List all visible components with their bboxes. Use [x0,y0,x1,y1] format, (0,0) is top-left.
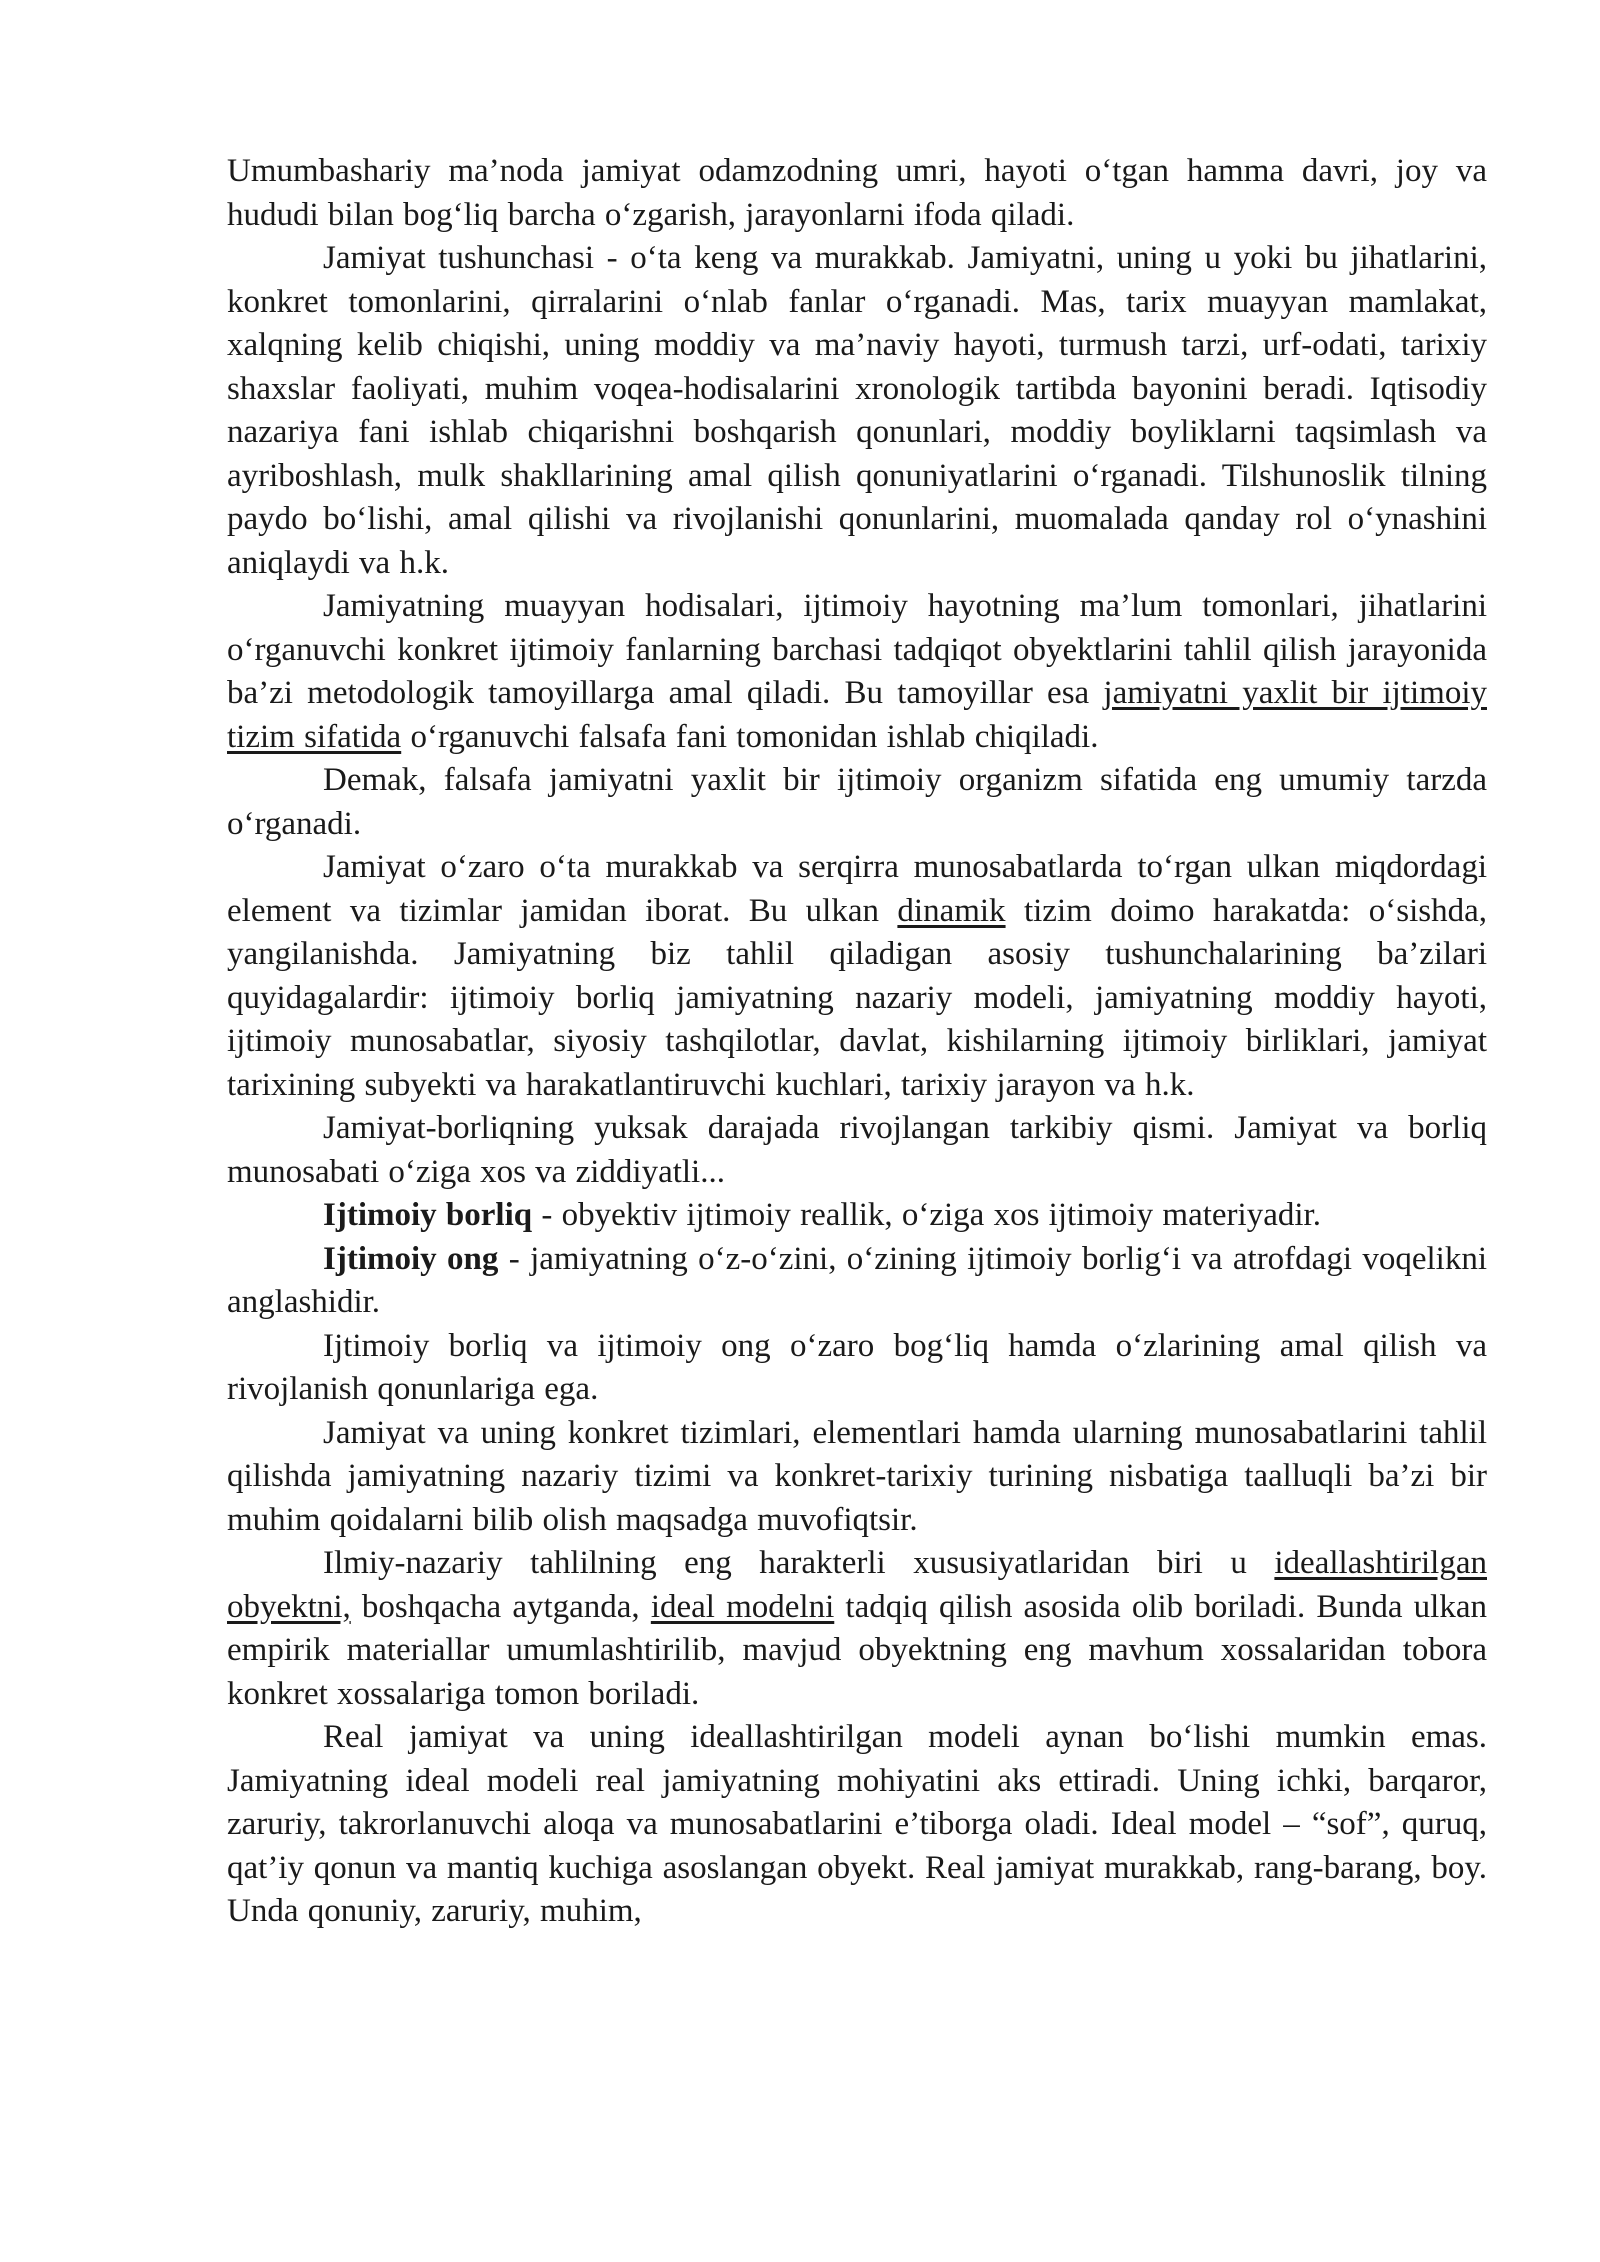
paragraph-society-concept: Jamiyat tushunchasi - o‘ta keng va murakkab. Jamiyatni, uning u yoki bu jihatlarini, konkret tomonlarini, qirralarini o‘nlab fanlar o‘rganadi. Mas, tarix muayyan mamlakat, xalqning kelib chiqishi, uning moddiy va ma’naviy hayoti, turmush tarzi, urf-odati, tarixiy shaxslar faoliyati, muhim voqea-hodisalarini xronologik tartibda bayonini beradi. Iqtisodiy nazariya fani ishlab chiqarishni boshqarish qonunlari, moddiy boyliklarni taqsimlash va ayriboshlash, mulk shakllarining amal qilish qonuniyatlarini o‘rganadi. Tilshunoslik tilning paydo bo‘lishi, amal qilishi va rivojlanishi qonunlarini, muomalada qanday rol o‘ynashini aniqlaydi va h.k. [227,240,1487,581]
definition-social-being [227,1194,1487,1238]
paragraph-ideal-object [227,1542,1487,1716]
definition-term: Ijtimoiy ong [323,1240,499,1277]
definition-term: Ijtimoiy borliq [323,1197,533,1233]
paragraph-methodology [227,585,1487,759]
underlined-phrase: ideal modelni [650,1588,835,1625]
paragraph-text: Jamiyatning muayyan hodisalari, ijtimoiy hayotning ma’lum tomonlari, jihatlarini o‘rganuvchi konkret ijtimoiy fanlarning barchasi tadqiqot obyektlarini tahlil qilish jarayonida ba’zi metodologik tamoyillarga amal qiladi. Bu tamoyillar esa [227,588,1487,711]
definition-social-consciousness [227,1238,1487,1325]
paragraph-society-being: Jamiyat-borliqning yuksak darajada rivojlangan tarkibiy qismi. Jamiyat va borliq munosabati o‘ziga xos va ziddiyatli... [227,1110,1487,1190]
paragraph-text: Ilmiy-nazariy tahlilning eng harakterli xususiyatlaridan biri u [323,1545,1275,1581]
underlined-word: obyektni, [227,1588,351,1625]
underlined-word: dinamik [897,892,1006,929]
paragraph-text: boshqacha aytganda, [350,1588,651,1625]
paragraph-being-consciousness: Ijtimoiy borliq va ijtimoiy ong o‘zaro bog‘liq hamda o‘zlarining amal qilish va rivojlanish qonunlariga ega. [227,1327,1487,1407]
paragraph-text: tizim doimo harakatda: o‘sishda, yangilanishda. Jamiyatning biz tahlil qiladigan asosiy tushunchalarining ba’zilari quyidagalardir: ijtimoiy borliq jamiyatning nazariy modeli, jamiyatning moddiy hayoti, ijtimoiy munosabatlar, siyosiy tashqilotlar, davlat, kishilarning ijtimoiy birliklari, jamiyat tarixining subyekti va harakatlantiruvchi kuchlari, tarixiy jarayon va h.k. [227,892,1487,1103]
paragraph-dynamic-system [227,846,1487,1107]
paragraph-text: tadqiq qilish asosida olib boriladi. Bunda ulkan empirik materiallar umumlashtirilib, mavjud obyektning eng mavhum xossalaridan tobora konkret xossalariga tomon boriladi. [227,1588,1487,1712]
definition-text: - obyektiv ijtimoiy reallik, o‘ziga xos ijtimoiy materiyadir. [532,1197,1321,1233]
paragraph-text: o‘rganuvchi falsafa fani tomonidan ishlab chiqiladi. [401,718,1099,755]
paragraph-intro: Umumbashariy ma’noda jamiyat odamzodning umri, hayoti o‘tgan hamma davri, joy va hududi bilan bog‘liq barcha o‘zgarish, jarayonlarni ifoda qiladi. [227,153,1487,233]
document-page [227,150,1487,1934]
underlined-word: ideallashtirilgan [1274,1545,1487,1581]
paragraph-analysis: Jamiyat va uning konkret tizimlari, elementlari hamda ularning munosabatlarini tahlil qilishda jamiyatning nazariy tizimi va konkret-tarixiy turining nisbatiga taalluqli ba’zi bir muhim qoidalarni bilib olish maqsadga muvofiqtsir. [227,1414,1487,1538]
paragraph-real-society: Real jamiyat va uning ideallashtirilgan modeli aynan bo‘lishi mumkin emas. Jamiyatning ideal modeli real jamiyatning mohiyatini aks ettiradi. Uning ichki, barqaror, zaruriy, takrorlanuvchi aloqa va munosabatlarini e’tiborga oladi. Ideal model – “sof”, quruq, qat’iy qonun va mantiq kuchiga asoslangan obyekt. Real jamiyat murakkab, rang-barang, boy. Unda qonuniy, zaruriy, muhim, [227,1719,1487,1929]
underlined-phrase: jamiyatni yaxlit bir ijtimoiy tizim sifatida [227,675,1487,755]
definition-text: - jamiyatning o‘z-o‘zini, o‘zining ijtimoiy borlig‘i va atrofdagi voqelikni anglashidir. [227,1240,1488,1320]
paragraph-text: Jamiyat o‘zaro o‘ta murakkab va serqirra munosabatlarda to‘rgan ulkan miqdordagi element va tizimlar jamidan iborat. Bu ulkan [227,849,1487,929]
paragraph-philosophy: Demak, falsafa jamiyatni yaxlit bir ijtimoiy organizm sifatida eng umumiy tarzda o‘rganadi. [227,762,1487,842]
